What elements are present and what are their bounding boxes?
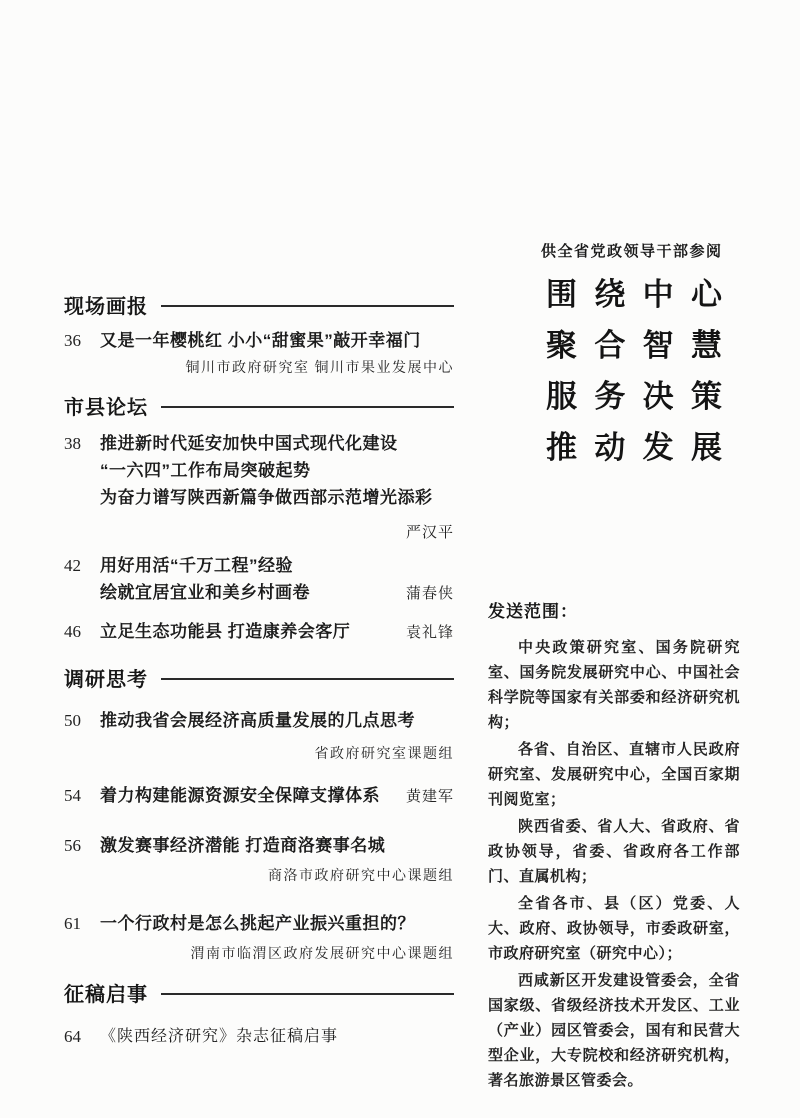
slogan-char: 合 xyxy=(594,328,626,363)
item-author: 蒲春侠 xyxy=(405,586,454,602)
slogan-char: 围 xyxy=(546,277,577,312)
slogan-char: 展 xyxy=(690,430,722,465)
distribution-paragraph: 中央政策研究室、国务院研究室、国务院发展研究中心、中国社会科学院等国家有关部委和经济研究机构； xyxy=(488,639,740,731)
item-title-line: “一六四”工作布局突破起势 xyxy=(100,461,311,480)
section-title: 征稿启事 xyxy=(64,984,148,1006)
page-number: 42 xyxy=(64,556,81,575)
distribution-heading: 发送范围： xyxy=(488,602,578,621)
slogan-char: 推 xyxy=(546,430,577,465)
item-title: 《陕西经济研究》杂志征稿启事 xyxy=(100,1028,339,1045)
slogan-char: 绕 xyxy=(594,277,626,312)
item-title-line: 推进新时代延安加快中国式现代化建设 xyxy=(100,434,398,453)
section-title: 现场画报 xyxy=(64,296,148,318)
item-title: 激发赛事经济潜能 打造商洛赛事名城 xyxy=(100,836,386,855)
item-title: 一个行政村是怎么挑起产业振兴重担的？ xyxy=(100,914,415,933)
slogan-line xyxy=(546,380,722,414)
toc-item xyxy=(64,782,454,809)
distribution-paragraph: 陕西省委、省人大、省政府、省政协领导，省委、省政府各工作部门、直属机构； xyxy=(488,818,740,885)
page-number: 36 xyxy=(64,331,81,350)
toc-section-header xyxy=(64,290,454,319)
item-attribution: 铜川市政府研究室 铜川市果业发展中心 xyxy=(185,361,454,376)
page-number: 61 xyxy=(64,914,81,933)
item-title-line: 为奋力谱写陕西新篇争做西部示范增光添彩 xyxy=(100,488,433,507)
toc-item xyxy=(64,552,454,606)
toc-item xyxy=(64,618,454,645)
item-attribution: 商洛市政府研究中心课题组 xyxy=(268,869,454,884)
slogan-char: 动 xyxy=(594,430,626,465)
slogan-char: 策 xyxy=(690,379,722,414)
toc-section-header xyxy=(64,391,454,420)
masthead-column xyxy=(488,240,740,1093)
slogan-line xyxy=(546,278,722,312)
section-rule xyxy=(161,406,454,408)
slogan-char: 务 xyxy=(594,379,626,414)
masthead-eyebrow: 供全省党政领导干部参阅 xyxy=(541,243,723,260)
toc-item xyxy=(64,327,454,381)
section-rule xyxy=(161,678,454,680)
slogan-line xyxy=(546,431,722,465)
item-title: 立足生态功能县 打造康养会客厅 xyxy=(100,622,351,641)
item-title-line: 绘就宜居宜业和美乡村画卷 xyxy=(100,583,310,602)
item-attribution: 渭南市临渭区政府发展研究中心课题组 xyxy=(190,947,454,962)
slogan-line xyxy=(546,329,722,363)
section-title: 市县论坛 xyxy=(64,397,148,419)
section-rule xyxy=(161,305,454,307)
page-number: 38 xyxy=(64,434,81,453)
distribution-paragraph: 全省各市、县（区）党委、人大、政府、政协领导，市委政研室，市政府研究室（研究中心）； xyxy=(488,895,740,962)
toc-item xyxy=(64,832,454,889)
slogan-char: 中 xyxy=(642,277,674,312)
slogan-char: 发 xyxy=(642,430,674,465)
toc-section-header xyxy=(64,978,454,1007)
slogan-char: 决 xyxy=(642,379,674,414)
item-author: 黄建军 xyxy=(405,789,454,805)
slogan-char: 服 xyxy=(546,379,577,414)
item-title: 推动我省会展经济高质量发展的几点思考 xyxy=(100,711,415,730)
page-number: 46 xyxy=(64,622,81,641)
section-rule xyxy=(161,993,454,995)
page-number: 50 xyxy=(64,711,81,730)
page-number: 56 xyxy=(64,836,81,855)
item-title-line: 用好用活“千万工程”经验 xyxy=(100,556,293,575)
distribution-paragraph: 西咸新区开发建设管委会，全省国家级、省级经济技术开发区、工业（产业）园区管委会，国有和民营大型企业，大专院校和经济研究机构，著名旅游景区管委会。 xyxy=(488,972,740,1089)
slogan-char: 聚 xyxy=(546,328,577,363)
item-attribution: 省政府研究室课题组 xyxy=(314,747,454,762)
toc-item xyxy=(64,910,454,967)
toc-item xyxy=(64,430,454,544)
item-title: 又是一年樱桃红 小小“甜蜜果”敲开幸福门 xyxy=(100,331,421,350)
distribution-scope xyxy=(488,597,740,1093)
toc-section-header xyxy=(64,663,454,692)
section-title: 调研思考 xyxy=(64,669,148,691)
item-author: 袁礼锋 xyxy=(405,625,454,641)
toc-column xyxy=(64,290,454,1050)
distribution-paragraph: 各省、自治区、直辖市人民政府研究室、发展研究中心，全国百家期刊阅览室； xyxy=(488,741,740,808)
slogan-char: 慧 xyxy=(690,328,722,363)
item-author: 严汉平 xyxy=(405,525,454,541)
item-title: 着力构建能源资源安全保障支撑体系 xyxy=(100,786,380,805)
slogan-char: 心 xyxy=(690,277,722,312)
page-number: 64 xyxy=(64,1027,81,1046)
page-number: 54 xyxy=(64,786,81,805)
toc-item xyxy=(64,1023,454,1050)
toc-item xyxy=(64,707,454,767)
slogan-char: 智 xyxy=(642,328,674,363)
